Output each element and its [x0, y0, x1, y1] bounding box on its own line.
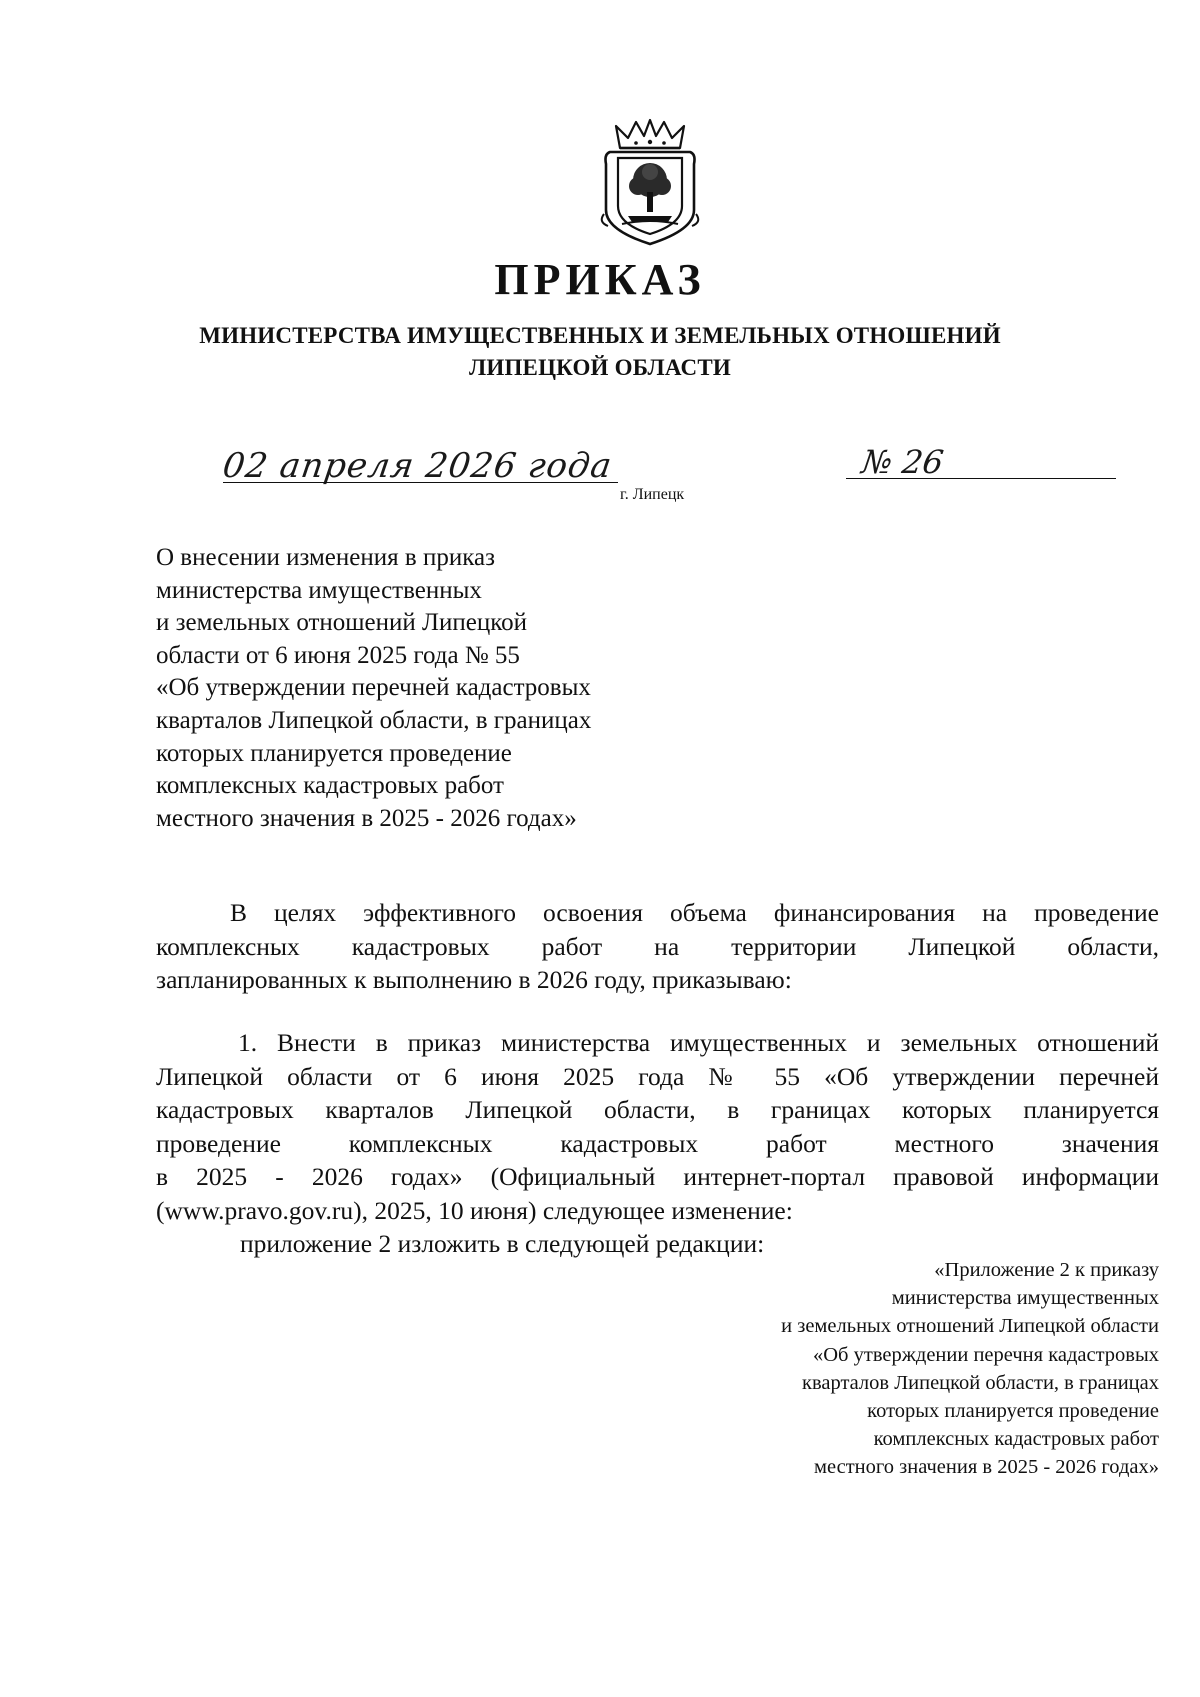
- appendix-line: и земельных отношений Липецкой области: [781, 1315, 1159, 1338]
- appendix-line: кварталов Липецкой области, в границах: [802, 1371, 1159, 1394]
- title-line: и земельных отношений Липецкой: [156, 609, 527, 637]
- document-type-heading: ПРИКАЗ: [494, 255, 706, 304]
- appendix-line: «Приложение 2 к приказу: [934, 1259, 1159, 1281]
- item-1-paragraph: [156, 1026, 1159, 1261]
- order-title-block: [156, 542, 716, 835]
- date-underline: [223, 482, 618, 483]
- title-line: комплексных кадастровых работ: [156, 772, 504, 800]
- item-line: Липецкой области от 6 июня 2025 года № 55 «Об утверждении перечней: [156, 1061, 1159, 1091]
- title-line: которых планируется проведение: [156, 739, 512, 767]
- title-line: министерства имущественных: [156, 576, 482, 604]
- number-underline: [846, 478, 1116, 479]
- coat-of-arms-icon: [598, 118, 702, 248]
- item-line: проведение комплексных кадастровых работ местного значения: [156, 1128, 1159, 1158]
- preamble-line: В целях эффективного освоения объема финансирования на проведение: [230, 898, 1159, 927]
- item-line: (www.pravo.gov.ru), 2025, 10 июня) следующее изменение:: [156, 1195, 793, 1225]
- place-of-issue: г. Липецк: [620, 486, 685, 503]
- title-line: О внесении изменения в приказ: [156, 544, 495, 571]
- item-line: кадастровых кварталов Липецкой области, в границах которых планируется: [156, 1095, 1159, 1124]
- handwritten-date: 02 апреля 2026 года: [220, 446, 615, 486]
- item-line: приложение 2 изложить в следующей редакции:: [240, 1229, 765, 1258]
- appendix-line: «Об утверждении перечня кадастровых: [813, 1343, 1159, 1366]
- item-line: в 2025 - 2026 годах» (Официальный интернет-портал правовой информации: [156, 1162, 1159, 1191]
- appendix-line: местного значения в 2025 - 2026 годах»: [814, 1456, 1159, 1479]
- issuing-authority-line-2: ЛИПЕЦКОЙ ОБЛАСТИ: [469, 355, 731, 380]
- title-line: «Об утверждении перечней кадастровых: [156, 674, 591, 702]
- title-line: местного значения в 2025 - 2026 годах»: [156, 804, 577, 832]
- title-line: области от 6 июня 2025 года № 55: [156, 641, 520, 669]
- preamble-line: комплексных кадастровых работ на территории Липецкой области,: [156, 931, 1159, 961]
- issuing-authority-line-1: МИНИСТЕРСТВА ИМУЩЕСТВЕННЫХ И ЗЕМЕЛЬНЫХ ОТНОШЕНИЙ: [199, 323, 1001, 348]
- preamble-line: запланированных к выполнению в 2026 году, приказываю:: [156, 965, 792, 994]
- handwritten-order-number: № 26: [859, 443, 946, 481]
- preamble-paragraph: [156, 896, 1159, 997]
- appendix-line: которых планируется проведение: [867, 1400, 1159, 1423]
- appendix-heading-block: [459, 1256, 1159, 1482]
- appendix-line: комплексных кадастровых работ: [873, 1428, 1159, 1451]
- item-line: 1. Внести в приказ министерства имущественных и земельных отношений: [238, 1028, 1159, 1057]
- title-line: кварталов Липецкой области, в границах: [156, 706, 592, 734]
- appendix-line: министерства имущественных: [891, 1287, 1159, 1310]
